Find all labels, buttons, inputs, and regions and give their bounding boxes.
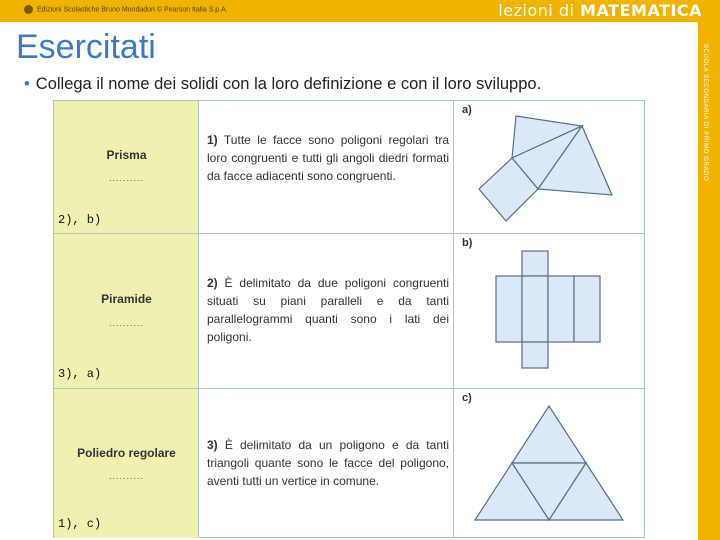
figure-letter: a) xyxy=(462,104,472,116)
net-face xyxy=(574,276,600,342)
solid-name: Piramide xyxy=(101,292,152,306)
net-face xyxy=(512,406,586,463)
header-bar xyxy=(0,0,720,22)
publisher-info xyxy=(24,5,228,14)
bullet-icon: • xyxy=(24,75,30,93)
brand-bold: MATEMATICA xyxy=(580,1,702,20)
answer-placeholder: .......... xyxy=(108,173,144,183)
definition-body: È delimitato da due poligoni congruenti situati su piani paralleli e da tanti parallelogrammi quanti sono i lati dei poligoni. xyxy=(207,276,449,344)
brand-light: lezioni di xyxy=(498,1,575,20)
figure-cell xyxy=(454,101,644,233)
table-row xyxy=(54,234,644,388)
answer-placeholder: .......... xyxy=(108,471,144,481)
net-face xyxy=(548,276,574,342)
definition-body: Tutte le facce sono poligoni regolari tra loro congruenti e tutti gli angoli diedri formati da facce adiacenti sono congruenti. xyxy=(207,133,449,183)
pyramid-net-figure xyxy=(454,101,644,233)
answer-text: 2), b) xyxy=(58,213,102,227)
figure-cell xyxy=(454,234,644,388)
net-face xyxy=(522,276,548,342)
answer-text: 1), c) xyxy=(58,517,102,531)
figure-letter: b) xyxy=(462,237,473,249)
page-title: Esercitati xyxy=(16,28,156,66)
prism-net-figure xyxy=(454,234,644,388)
definition-cell xyxy=(199,389,454,538)
instruction xyxy=(24,75,541,94)
table-row xyxy=(54,389,644,538)
table-row xyxy=(54,101,644,233)
publisher-text: Edizioni Scolastiche Bruno Mondadori © Pearson Italia S.p.A. xyxy=(37,6,228,14)
solid-name: Prisma xyxy=(106,148,147,162)
definition-body: È delimitato da un poligono e da tanti triangoli quante sono le facce del poligono, aventi tutti un vertice in comune. xyxy=(207,438,449,488)
publisher-logo-icon xyxy=(24,5,33,14)
definition-cell xyxy=(199,101,454,233)
instruction-text: Collega il nome dei solidi con la loro definizione e con il loro sviluppo. xyxy=(35,75,542,93)
exercise-table xyxy=(53,100,645,538)
definition-text xyxy=(207,131,449,185)
side-bar-label: SCUOLA SECONDARIA DI PRIMO GRADO xyxy=(702,44,708,182)
definition-number: 2) xyxy=(207,276,218,290)
answer-text: 3), a) xyxy=(58,367,102,381)
definition-number: 1) xyxy=(207,133,218,147)
solid-cell xyxy=(54,234,199,388)
brand-title xyxy=(498,1,702,20)
net-face xyxy=(496,276,522,342)
figure-cell xyxy=(454,389,644,538)
tetrahedron-net-figure xyxy=(454,389,644,538)
definition-text xyxy=(207,436,449,490)
solid-name: Poliedro regolare xyxy=(77,446,176,460)
solid-cell xyxy=(54,389,199,538)
definition-number: 3) xyxy=(207,438,218,452)
answer-placeholder: .......... xyxy=(108,318,144,328)
solid-cell xyxy=(54,101,199,233)
definition-text xyxy=(207,274,449,346)
side-bar xyxy=(698,22,720,540)
definition-cell xyxy=(199,234,454,388)
net-top-face xyxy=(522,251,548,276)
figure-letter: c) xyxy=(462,392,472,404)
net-bottom-face xyxy=(522,342,548,368)
